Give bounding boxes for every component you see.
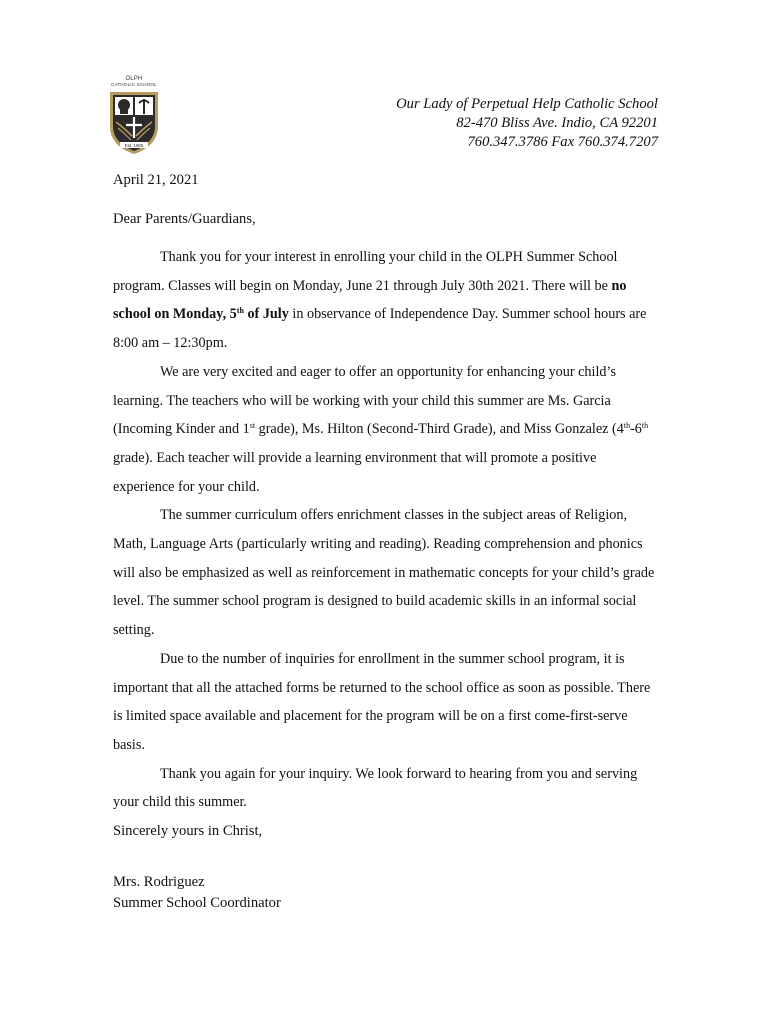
logo-sub-text: CATHOLIC SCHOOL	[111, 82, 157, 87]
letter-closing: Sincerely yours in Christ,	[113, 823, 263, 839]
no-school-notice: no school on Monday, 5th of July	[113, 277, 627, 323]
crest-shield-icon	[106, 88, 162, 156]
letter-body	[113, 243, 661, 817]
paragraph-5: Thank you again for your inquiry. We look forward to hearing from you and serving your child this summer.	[113, 765, 638, 811]
signature-block	[113, 872, 281, 914]
crest-banner-text: Est. 1965	[124, 142, 144, 148]
signer-name: Mrs. Rodriguez	[113, 874, 205, 890]
letter-date: April 21, 2021	[113, 172, 199, 188]
school-name: Our Lady of Perpetual Help Catholic School	[396, 96, 658, 112]
school-logo	[104, 76, 164, 158]
school-address: 82-470 Bliss Ave. Indio, CA 92201	[456, 115, 658, 131]
logo-top-text: OLPH	[125, 76, 143, 82]
letter-greeting: Dear Parents/Guardians,	[113, 211, 256, 227]
school-phone-fax: 760.347.3786 Fax 760.374.7207	[467, 134, 658, 150]
paragraph-3: The summer curriculum offers enrichment classes in the subject areas of Religion, Math, Language Arts (particularly writing and reading). Reading comprehension and phonics will also be emphasized as well as reinforcement in mathematic concepts for your child’s grade level. The summer school program is designed to build academic skills in an informal social setting.	[113, 507, 655, 639]
signer-title: Summer School Coordinator	[113, 895, 281, 911]
paragraph-4: Due to the number of inquiries for enrollment in the summer school program, it is important that all the attached forms be returned to the school office as soon as possible. There is limited space available and placement for the program will be on a first come-first-serve basis.	[113, 650, 651, 753]
letterhead	[396, 95, 658, 152]
paragraph-1: Thank you for your interest in enrolling your child in the OLPH Summer School program. Classes will begin on Monday, June 21 through July 30th 2021. There will be no school on Monday, 5th of July in observance of Independence Day. Summer school hours are 8:00 am – 12:30pm.	[113, 249, 647, 352]
paragraph-2: We are very excited and eager to offer an opportunity for enhancing your child’s learning. The teachers who will be working with your child this summer are Ms. Garcia (Incoming Kinder and 1st grade), Ms. Hilton (Second-Third Grade), and Miss Gonzalez (4th-6th grade). Each teacher will provide a learning environment that will promote a positive experience for your child.	[113, 363, 649, 495]
